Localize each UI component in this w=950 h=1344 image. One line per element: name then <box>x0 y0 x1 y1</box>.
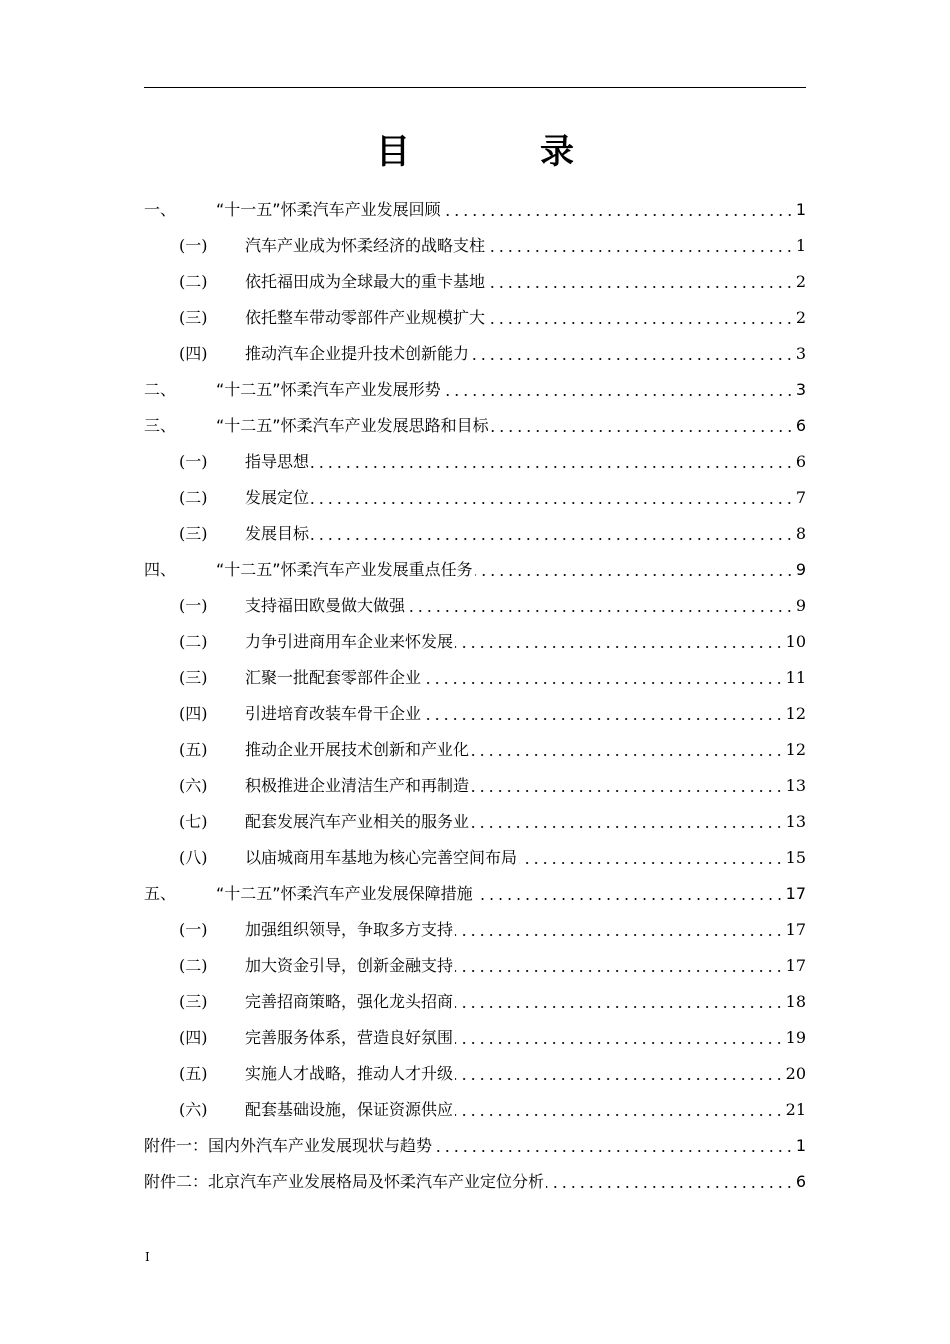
toc-entry-page: 7 <box>795 488 806 507</box>
toc-entry-number: 五、 <box>144 884 177 903</box>
toc-entry-number: (二) <box>179 488 208 507</box>
toc-entry-page: 9 <box>795 596 806 615</box>
toc-entry[interactable] <box>144 298 806 334</box>
toc-entry[interactable] <box>144 694 806 730</box>
toc-dot-leader <box>423 718 784 720</box>
toc-dot-leader <box>519 862 784 864</box>
toc-dot-leader <box>311 538 794 540</box>
toc-entry-number: (三) <box>179 668 208 687</box>
toc-entry-page: 13 <box>785 812 806 831</box>
toc-entry-number: 附件一： <box>144 1136 209 1155</box>
toc-entry[interactable] <box>144 874 806 910</box>
toc-entry[interactable] <box>144 1162 806 1198</box>
toc-dot-leader <box>311 466 794 468</box>
toc-dot-leader <box>423 682 784 684</box>
toc-dot-leader <box>471 358 794 360</box>
toc-entry-page: 6 <box>795 1172 806 1191</box>
toc-dot-leader <box>487 286 794 288</box>
toc-entry-title: “十二五”怀柔汽车产业发展重点任务 <box>216 560 473 579</box>
toc-entry[interactable] <box>144 550 806 586</box>
toc-entry-page: 11 <box>785 668 806 687</box>
toc-entry-number: (七) <box>179 812 208 831</box>
toc-entry[interactable] <box>144 1018 806 1054</box>
toc-entry[interactable] <box>144 514 806 550</box>
toc-entry-title: 推动企业开展技术创新和产业化 <box>245 740 470 759</box>
toc-dot-leader <box>455 1042 784 1044</box>
toc-dot-leader <box>487 322 794 324</box>
page-number-footer: I <box>145 1250 150 1264</box>
toc-entry-number: (二) <box>179 632 208 651</box>
toc-entry-title: 力争引进商用车企业来怀发展 <box>245 632 454 651</box>
toc-entry[interactable] <box>144 730 806 766</box>
toc-dot-leader <box>443 394 794 396</box>
toc-entry-number: (一) <box>179 236 208 255</box>
toc-entry-number: (六) <box>179 1100 208 1119</box>
toc-entry-page: 1 <box>795 200 806 219</box>
toc-dot-leader <box>434 1150 794 1152</box>
toc-entry-number: (二) <box>179 272 208 291</box>
toc-entry-page: 21 <box>785 1100 806 1119</box>
toc-dot-leader <box>455 1078 784 1080</box>
toc-entry-title: “十一五”怀柔汽车产业发展回顾 <box>216 200 441 219</box>
toc-entry-number: (五) <box>179 1064 208 1083</box>
toc-entry-page: 12 <box>785 704 806 723</box>
toc-entry[interactable] <box>144 946 806 982</box>
toc-entry-page: 2 <box>795 308 806 327</box>
toc-entry-title: 积极推进企业清洁生产和再制造 <box>245 776 470 795</box>
toc-entry-number: (二) <box>179 956 208 975</box>
toc-dot-leader <box>455 934 784 936</box>
toc-entry-number: (四) <box>179 344 208 363</box>
toc-entry[interactable] <box>144 442 806 478</box>
toc-entry-number: (四) <box>179 1028 208 1047</box>
toc-entry-title: 发展目标 <box>245 524 310 543</box>
toc-entry-page: 12 <box>785 740 806 759</box>
toc-entry[interactable] <box>144 1054 806 1090</box>
toc-entry[interactable] <box>144 1090 806 1126</box>
toc-dot-leader <box>491 430 794 432</box>
toc-entry[interactable] <box>144 658 806 694</box>
toc-entry[interactable] <box>144 838 806 874</box>
toc-entry[interactable] <box>144 370 806 406</box>
toc-entry-page: 3 <box>795 344 806 363</box>
toc-dot-leader <box>471 790 784 792</box>
toc-dot-leader <box>455 646 784 648</box>
toc-entry[interactable] <box>144 406 806 442</box>
toc-entry-title: 推动汽车企业提升技术创新能力 <box>245 344 470 363</box>
toc-entry[interactable] <box>144 226 806 262</box>
toc-entry[interactable] <box>144 622 806 658</box>
toc-entry-title: 加强组织领导，争取多方支持 <box>245 920 454 939</box>
table-of-contents <box>144 190 806 1198</box>
toc-entry-title: 北京汽车产业发展格局及怀柔汽车产业定位分析 <box>208 1172 545 1191</box>
toc-entry-title: 指导思想 <box>245 452 310 471</box>
toc-entry-title: 以庙城商用车基地为核心完善空间布局 <box>245 848 518 867</box>
toc-entry-number: 三、 <box>144 416 177 435</box>
toc-entry-page: 3 <box>795 380 806 399</box>
toc-entry[interactable] <box>144 1126 806 1162</box>
toc-entry-number: (一) <box>179 596 208 615</box>
toc-entry-title: 加大资金引导，创新金融支持 <box>245 956 454 975</box>
toc-dot-leader <box>487 250 794 252</box>
toc-dot-leader <box>311 502 794 504</box>
toc-entry-number: 二、 <box>144 380 177 399</box>
toc-dot-leader <box>475 574 794 576</box>
toc-entry-title: “十二五”怀柔汽车产业发展形势 <box>216 380 441 399</box>
toc-entry[interactable] <box>144 766 806 802</box>
toc-entry-page: 20 <box>785 1064 806 1083</box>
toc-entry-number: (三) <box>179 992 208 1011</box>
toc-dot-leader <box>546 1186 794 1188</box>
toc-entry-title: 完善招商策略，强化龙头招商 <box>245 992 454 1011</box>
toc-entry-page: 17 <box>785 956 806 975</box>
toc-entry-title: 汽车产业成为怀柔经济的战略支柱 <box>245 236 486 255</box>
toc-entry[interactable] <box>144 802 806 838</box>
toc-entry[interactable] <box>144 586 806 622</box>
toc-entry-number: (三) <box>179 524 208 543</box>
toc-entry-number: (三) <box>179 308 208 327</box>
toc-dot-leader <box>471 754 784 756</box>
toc-entry-title: 发展定位 <box>245 488 310 507</box>
toc-entry-title: 配套发展汽车产业相关的服务业 <box>245 812 470 831</box>
toc-entry-page: 1 <box>795 236 806 255</box>
toc-entry[interactable] <box>144 910 806 946</box>
toc-entry-number: 附件二： <box>144 1172 209 1191</box>
toc-entry-number: (六) <box>179 776 208 795</box>
toc-entry[interactable] <box>144 982 806 1018</box>
toc-entry-title: 配套基础设施，保证资源供应 <box>245 1100 454 1119</box>
toc-entry-page: 1 <box>795 1136 806 1155</box>
toc-entry-title: 汇聚一批配套零部件企业 <box>245 668 422 687</box>
page-title: 目 录 <box>376 132 622 172</box>
toc-dot-leader <box>443 214 794 216</box>
toc-entry-title: 引进培育改装车骨干企业 <box>245 704 422 723</box>
toc-dot-leader <box>455 1114 784 1116</box>
toc-entry-title: 支持福田欧曼做大做强 <box>245 596 406 615</box>
toc-dot-leader <box>455 970 784 972</box>
toc-entry-page: 6 <box>795 416 806 435</box>
toc-entry[interactable] <box>144 190 806 226</box>
toc-dot-leader <box>407 610 794 612</box>
toc-entry-page: 2 <box>795 272 806 291</box>
toc-entry[interactable] <box>144 262 806 298</box>
toc-entry-page: 17 <box>785 884 806 903</box>
toc-entry-title: 实施人才战略，推动人才升级 <box>245 1064 454 1083</box>
toc-entry-number: (一) <box>179 920 208 939</box>
toc-entry[interactable] <box>144 334 806 370</box>
toc-entry-page: 9 <box>795 560 806 579</box>
toc-entry-title: 依托整车带动零部件产业规模扩大 <box>245 308 486 327</box>
toc-entry-page: 13 <box>785 776 806 795</box>
toc-entry-page: 19 <box>785 1028 806 1047</box>
toc-entry-number: (四) <box>179 704 208 723</box>
toc-entry-page: 18 <box>785 992 806 1011</box>
header-rule <box>144 87 806 88</box>
toc-entry-title: 依托福田成为全球最大的重卡基地 <box>245 272 486 291</box>
toc-dot-leader <box>475 898 784 900</box>
toc-entry-title: “十二五”怀柔汽车产业发展保障措施 <box>216 884 473 903</box>
toc-entry-page: 17 <box>785 920 806 939</box>
toc-entry-title: “十二五”怀柔汽车产业发展思路和目标 <box>216 416 489 435</box>
toc-entry-number: (一) <box>179 452 208 471</box>
toc-entry-page: 6 <box>795 452 806 471</box>
toc-entry-page: 8 <box>795 524 806 543</box>
toc-entry-number: 四、 <box>144 560 177 579</box>
toc-entry-number: (八) <box>179 848 208 867</box>
toc-entry-number: (五) <box>179 740 208 759</box>
toc-entry-number: 一、 <box>144 200 177 219</box>
toc-entry-page: 15 <box>785 848 806 867</box>
toc-dot-leader <box>471 826 784 828</box>
toc-entry-title: 国内外汽车产业发展现状与趋势 <box>208 1136 433 1155</box>
toc-entry-title: 完善服务体系，营造良好氛围 <box>245 1028 454 1047</box>
toc-entry[interactable] <box>144 478 806 514</box>
toc-dot-leader <box>455 1006 784 1008</box>
toc-entry-page: 10 <box>785 632 806 651</box>
